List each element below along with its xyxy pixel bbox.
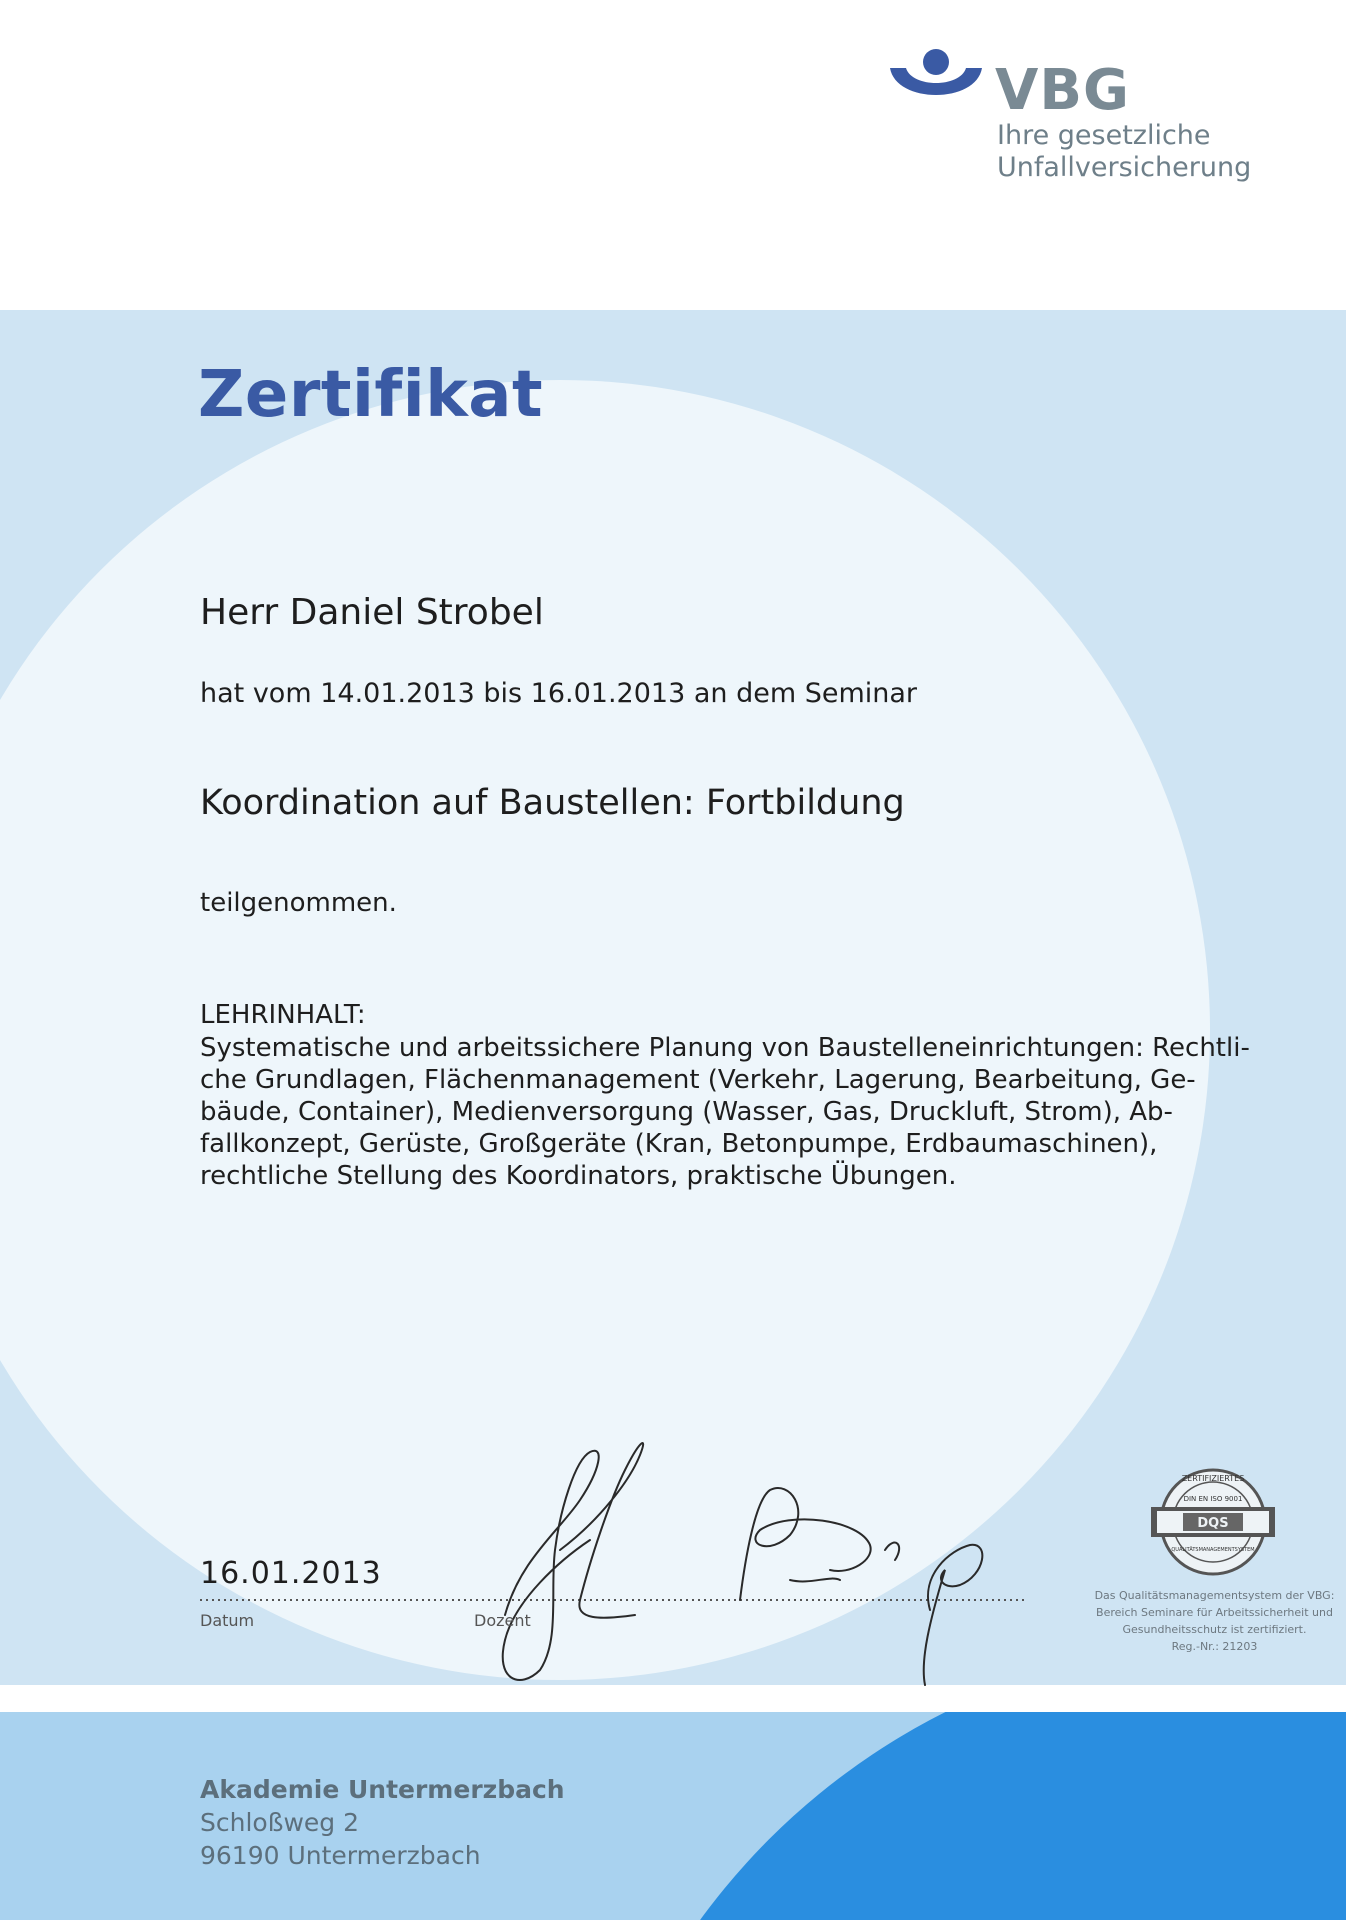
content-description — [200, 1032, 1250, 1192]
recipient-name: Herr Daniel Strobel — [200, 592, 544, 633]
seminar-title: Koordination auf Baustellen: Fortbildung — [200, 783, 905, 823]
svg-text:DQS: DQS — [1197, 1516, 1229, 1531]
content-line: fallkonzept, Gerüste, Großgeräte (Kran, Betonpumpe, Erdbaumaschinen), — [200, 1129, 1158, 1159]
logo-tagline-line2: Unfallversicherung — [997, 152, 1252, 183]
dqs-seal-icon — [1143, 1467, 1283, 1577]
certification-note — [1082, 1587, 1346, 1655]
participation-text: hat vom 14.01.2013 bis 16.01.2013 an dem Seminar — [200, 678, 918, 709]
logo-brand: VBG — [995, 58, 1130, 123]
academy-street: Schloßweg 2 — [200, 1808, 359, 1837]
svg-text:DIN EN ISO 9001: DIN EN ISO 9001 — [1183, 1495, 1243, 1503]
certification-note-line: Bereich Seminare für Arbeitssicherheit und — [1096, 1606, 1333, 1619]
svg-text:ZERTIFIZIERTES: ZERTIFIZIERTES — [1181, 1474, 1245, 1483]
completion-text: teilgenommen. — [200, 888, 397, 918]
svg-text:QUALITÄTSMANAGEMENTSYSTEM: QUALITÄTSMANAGEMENTSYSTEM — [1171, 1547, 1255, 1553]
certificate-title: Zertifikat — [198, 358, 544, 432]
logo-tagline-line1: Ihre gesetzliche — [997, 120, 1211, 151]
content-line: bäude, Container), Medienversorgung (Wasser, Gas, Druckluft, Strom), Ab- — [200, 1097, 1173, 1127]
lecturer-label: Dozent — [474, 1611, 531, 1630]
content-line: rechtliche Stellung des Koordinators, praktische Übungen. — [200, 1161, 957, 1191]
content-line: che Grundlagen, Flächenmanagement (Verkehr, Lagerung, Bearbeitung, Ge- — [200, 1065, 1196, 1095]
certification-note-line: Das Qualitätsmanagementsystem der VBG: — [1094, 1589, 1335, 1602]
issue-date: 16.01.2013 — [200, 1556, 382, 1591]
academy-name: Akademie Untermerzbach — [200, 1775, 565, 1804]
vbg-logo-icon — [886, 46, 986, 116]
academy-city: 96190 Untermerzbach — [200, 1841, 481, 1870]
content-heading: LEHRINHALT: — [200, 1000, 366, 1030]
certification-note-line: Reg.-Nr.: 21203 — [1171, 1640, 1258, 1653]
date-label: Datum — [200, 1611, 255, 1630]
content-line: Systematische und arbeitssichere Planung von Baustelleneinrichtungen: Rechtli- — [200, 1033, 1250, 1063]
certification-note-line: Gesundheitsschutz ist zertifiziert. — [1122, 1623, 1307, 1636]
